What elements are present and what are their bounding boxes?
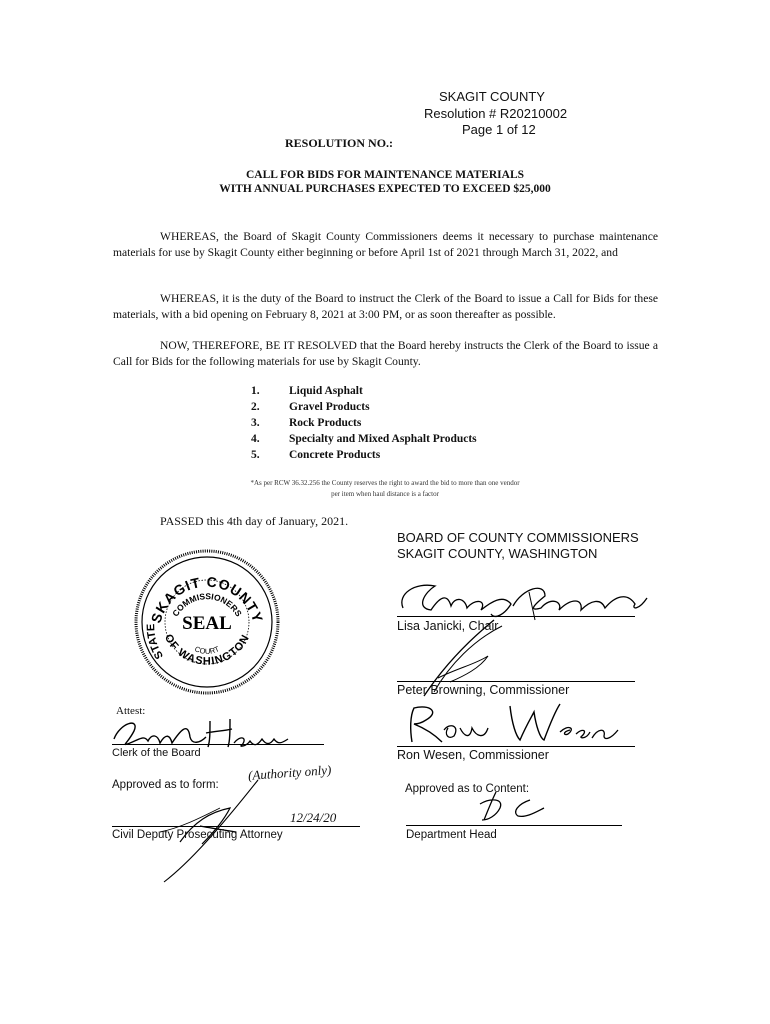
list-item: Liquid Asphalt xyxy=(289,385,363,397)
seal-bottom-text: OF WASHINGTON xyxy=(161,632,253,668)
list-item: Specialty and Mixed Asphalt Products xyxy=(289,433,477,445)
seal-court-text: COURT xyxy=(193,644,221,656)
approved-content-label: Approved as to Content: xyxy=(405,783,530,795)
board-title-line-2: SKAGIT COUNTY, WASHINGTON xyxy=(397,546,598,561)
commissioner-2-name: Ron Wesen, Commissioner xyxy=(397,748,549,762)
chair-name: Lisa Janicki, Chair xyxy=(397,619,499,633)
svg-text:STATE xyxy=(145,624,166,661)
seal-top-text: SKAGIT COUNTY xyxy=(147,573,267,625)
list-item: Concrete Products xyxy=(289,449,381,461)
seal-center-text: SEAL xyxy=(182,613,232,634)
approved-form-date: 12/24/20 xyxy=(290,810,337,825)
footnote-line-2: per item when haul distance is a factor xyxy=(331,490,439,498)
list-item-number: 5. xyxy=(251,449,260,461)
signature-line-attorney xyxy=(112,826,360,827)
footnote-line-1: *As per RCW 36.32.256 the County reserves the right to award the bid to more than one vendor xyxy=(250,479,520,487)
commissioner-wesen-signature xyxy=(400,700,625,748)
list-item-number: 3. xyxy=(251,417,260,429)
attest-label: Attest: xyxy=(116,705,146,717)
signature-line-commissioner-2 xyxy=(397,746,635,747)
seal-commissioners-text: COMMISSIONERS xyxy=(170,591,244,619)
resolution-number: Resolution # R20210002 xyxy=(424,106,568,121)
county-seal xyxy=(132,547,282,697)
department-head-signature xyxy=(470,790,550,826)
signature-line-clerk xyxy=(112,744,324,745)
signature-line-commissioner-1 xyxy=(397,681,635,682)
department-head-label: Department Head xyxy=(406,829,497,841)
clerk-label: Clerk of the Board xyxy=(112,747,201,759)
resolution-label: RESOLUTION NO.: xyxy=(285,136,394,150)
whereas-paragraph-2: WHEREAS, it is the duty of the Board to instruct the Clerk of the Board to issue a Call for Bids for these materials, with a bid opening on February 8, 2021 at 3:00 PM, or as soon thereafter as possible. xyxy=(113,292,658,321)
list-item: Gravel Products xyxy=(289,401,370,413)
svg-text:COURT xyxy=(193,644,221,656)
county-name: SKAGIT COUNTY xyxy=(439,89,545,104)
list-item-number: 2. xyxy=(251,401,260,413)
approved-form-label: Approved as to form: xyxy=(112,779,219,791)
title-line-1: CALL FOR BIDS FOR MAINTENANCE MATERIALS xyxy=(245,169,525,181)
whereas-paragraph-1: WHEREAS, the Board of Skagit County Commissioners deems it necessary to purchase maintenance materials for use by Skagit County either beginning or before April 1st of 2021 through March 31, 2022, and xyxy=(113,230,658,259)
seal-graphic xyxy=(132,547,282,697)
page-number: Page 1 of 12 xyxy=(462,122,536,137)
board-title-line-1: BOARD OF COUNTY COMMISSIONERS xyxy=(397,530,639,545)
list-item-number: 1. xyxy=(251,385,260,397)
commissioner-1-name: Peter Browning, Commissioner xyxy=(397,683,570,697)
title-line-2: WITH ANNUAL PURCHASES EXPECTED TO EXCEED $25,000 xyxy=(219,183,551,195)
attorney-label: Civil Deputy Prosecuting Attorney xyxy=(112,829,283,841)
seal-state-text: STATE xyxy=(145,623,166,661)
list-item-number: 4. xyxy=(251,433,260,445)
now-therefore-paragraph: NOW, THEREFORE, BE IT RESOLVED that the Board hereby instructs the Clerk of the Board to issue a Call for Bids for the following materials for use by Skagit County. xyxy=(113,339,658,368)
approved-form-note: (Authority only) xyxy=(247,762,332,783)
passed-date: PASSED this 4th day of January, 2021. xyxy=(160,514,349,528)
signature-line-department-head xyxy=(406,825,622,826)
list-item: Rock Products xyxy=(289,417,362,429)
